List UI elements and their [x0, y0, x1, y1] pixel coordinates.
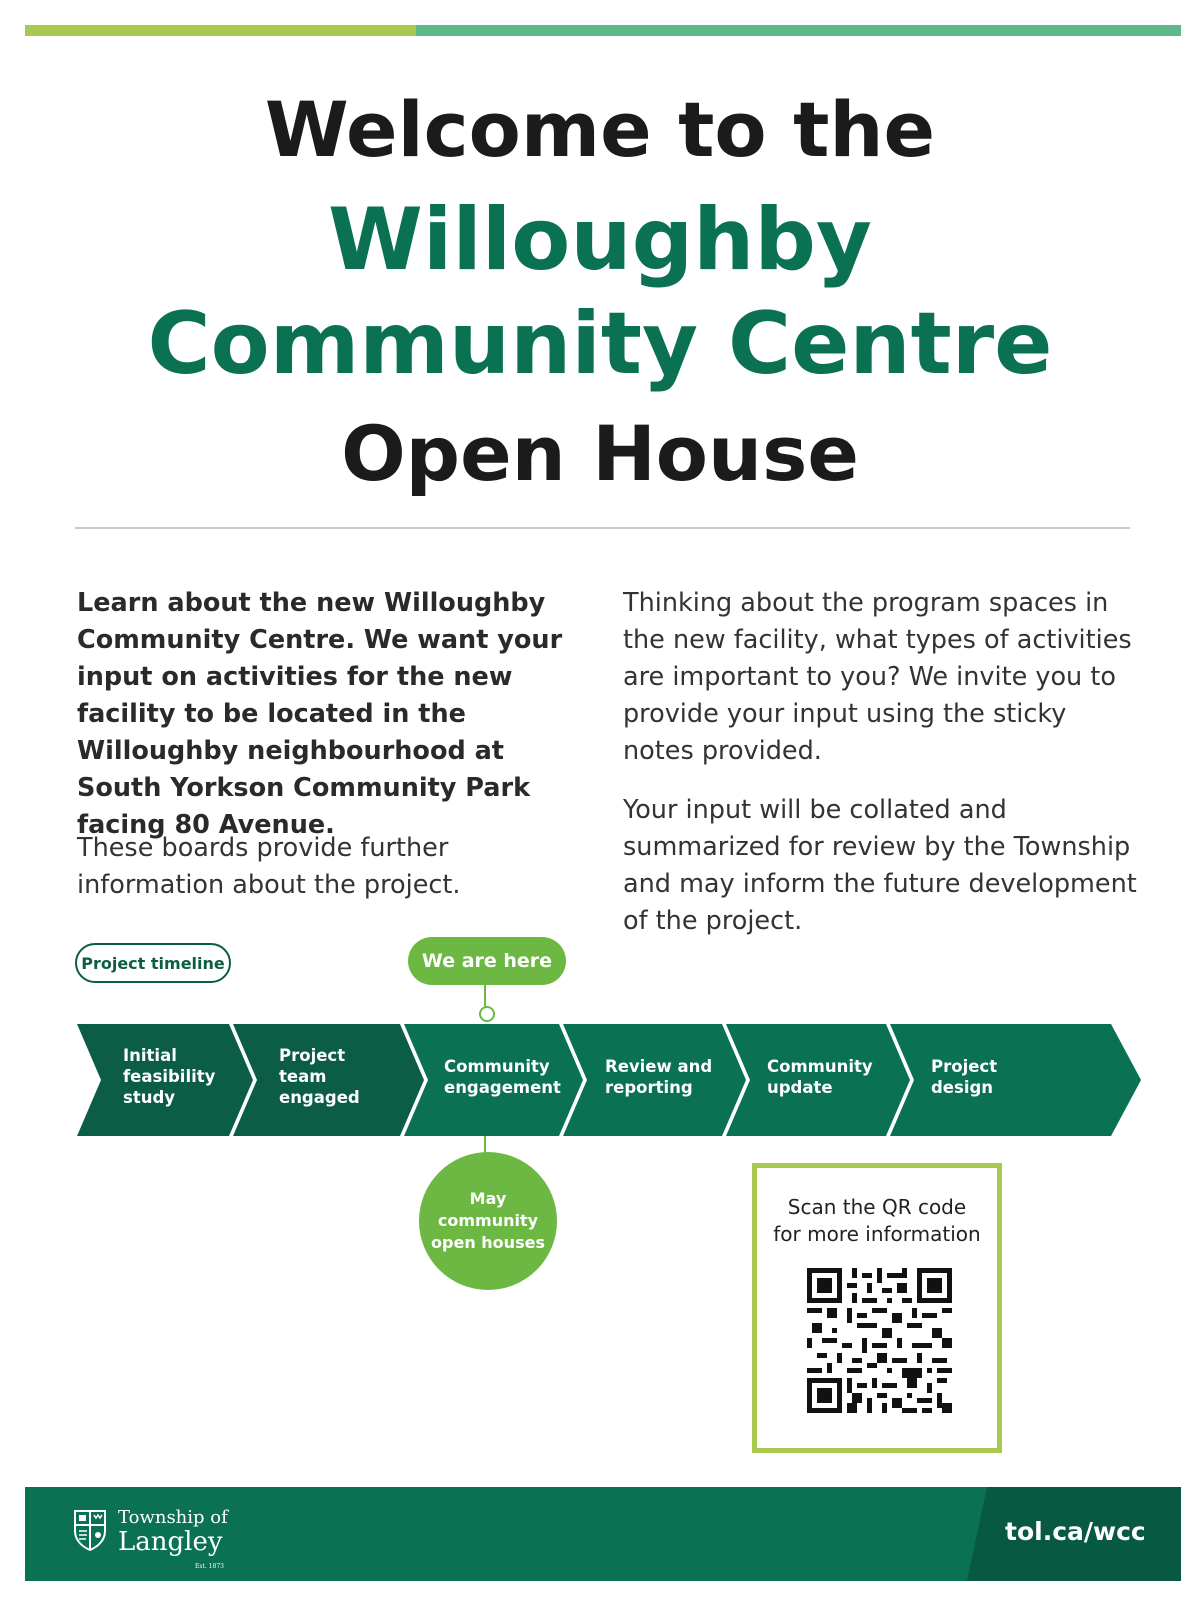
stage-1-line: Initial — [123, 1046, 177, 1065]
input-invitation-paragraph: Thinking about the program spaces in the new facility, what types of activities are important to you? We invite you to provide your input using the sticky notes provided. — [623, 588, 1132, 766]
intro-bold-paragraph: Learn about the new Willoughby Community Centre. We want your input on activities for the new facility to be located in the Willoughby neighbourhood at South Yorkson Community Park facing 80 Avenue. — [77, 588, 563, 840]
intro-paragraph: These boards provide further information about the project. — [77, 833, 461, 900]
stage-3 — [444, 1056, 561, 1098]
open-houses-line: community — [437, 1211, 539, 1230]
stage-2 — [279, 1045, 360, 1108]
stage-6 — [931, 1056, 997, 1098]
stage-1 — [123, 1045, 215, 1108]
stage-6-line: design — [931, 1078, 994, 1097]
we-are-here-marker: We are here — [408, 937, 566, 985]
stage-2-line: Project — [279, 1046, 346, 1065]
stage-2-line: engaged — [279, 1088, 360, 1107]
logo-est-text: Est. 1873 — [195, 1563, 224, 1570]
qr-caption-line2: for more information — [773, 1222, 981, 1246]
open-houses-line: open houses — [431, 1233, 545, 1252]
centre-name-heading-line1: Willoughby — [327, 190, 872, 290]
qr-code-icon[interactable] — [807, 1268, 952, 1413]
logo-langley-text: Langley — [118, 1527, 223, 1557]
stage-6-line: Project — [931, 1057, 998, 1076]
stage-4-line: reporting — [605, 1078, 693, 1097]
centre-name-heading-line2: Community Centre — [147, 294, 1053, 394]
stage-3-line: Community — [444, 1057, 550, 1076]
open-houses-line: May — [469, 1189, 507, 1208]
open-house-heading: Open House — [341, 409, 859, 498]
footer-bar — [25, 1487, 1181, 1581]
website-link[interactable]: tol.ca/wcc — [1005, 1517, 1146, 1546]
stage-1-line: study — [123, 1088, 176, 1107]
open-houses-circle — [419, 1152, 557, 1290]
stage-4-line: Review and — [605, 1057, 713, 1076]
stage-5-line: Community — [767, 1057, 873, 1076]
stage-2-line: team — [279, 1067, 327, 1086]
stage-5 — [767, 1056, 873, 1098]
stage-chevron-6 — [890, 1024, 1141, 1136]
stage-4 — [605, 1056, 712, 1098]
qr-caption — [757, 1194, 997, 1248]
qr-panel — [752, 1163, 1002, 1453]
logo-township-text: Township of — [118, 1507, 228, 1528]
stage-1-line: feasibility — [123, 1067, 216, 1086]
stage-5-line: update — [767, 1078, 833, 1097]
project-timeline-label: Project timeline — [75, 943, 231, 983]
stage-3-line: engagement — [444, 1078, 561, 1097]
qr-caption-line1: Scan the QR code — [787, 1195, 967, 1219]
input-usage-paragraph: Your input will be collated and summarized for review by the Township and may inform the future development of the project. — [623, 795, 1137, 936]
township-crest-icon — [73, 1509, 107, 1551]
welcome-heading: Welcome to the — [264, 85, 936, 174]
